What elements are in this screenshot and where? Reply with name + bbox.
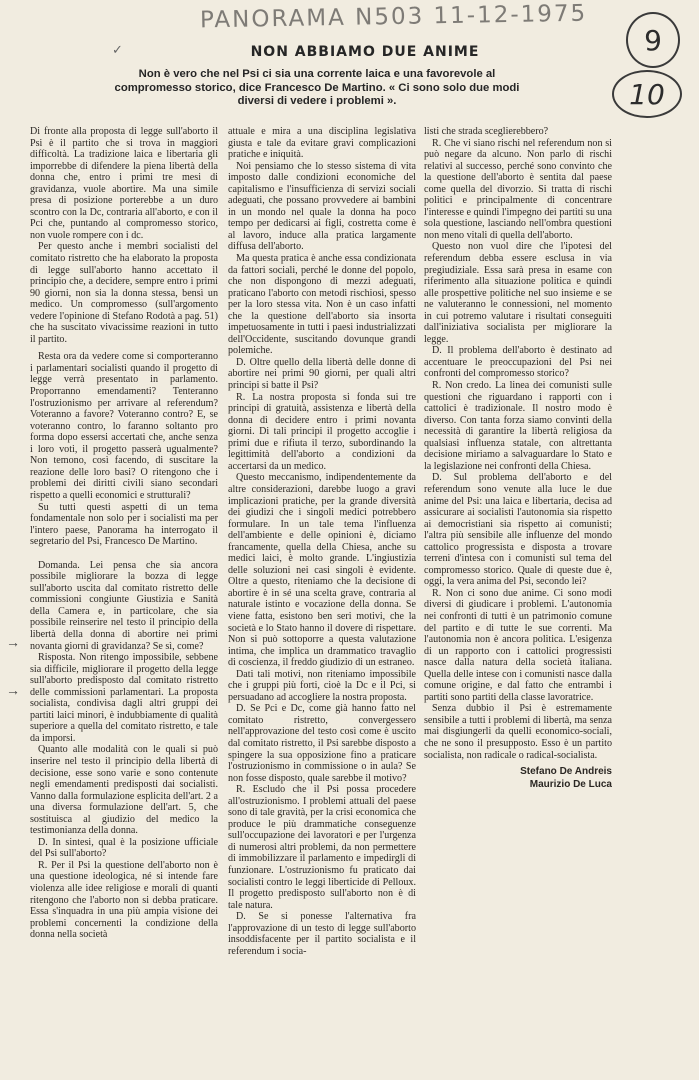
paragraph-question: D. In sintesi, qual è la posizione ufficiale del Psi sull'aborto? xyxy=(30,836,218,860)
paragraph: Su tutti questi aspetti di un tema fondamentale non solo per i socialisti ma per l'intero paese, Panorama ha interrogato il segretario del Psi, Francesco De Martino. xyxy=(30,501,218,548)
margin-arrow-icon: → xyxy=(6,684,20,699)
article-column-1 xyxy=(30,126,218,941)
paragraph-question: D. Se si ponesse l'alternativa fra l'approvazione di un testo di legge sull'aborto insoddisfacente per il partito socialista e il referendum i socia- xyxy=(228,911,416,957)
paragraph: attuale e mira a una disciplina legislativa giusta e tale da evitare gravi complicazioni pratiche e iniquità. xyxy=(228,126,416,161)
paragraph: Resta ora da vedere come si comporteranno i parlamentari socialisti quando il progetto di legge verrà presentato in parlamento. Proporranno emendamenti? Tenteranno l'ostruzionismo per arrivare al referendum? Voteranno a favore? Voteranno contro? E, se voteranno contro, lo faranno soltanto pro forma dopo essersi accertati che, anche senza i loro voti, il progetto passerà ugualmente? Non temono, così facendo, di suscitare la reazione delle loro basi? O ritengono che i problemi dei diritti civili siano secondari rispetto a quelli economici e strutturali? xyxy=(30,351,218,501)
paragraph-answer: R. Per il Psi la questione dell'aborto non è una questione ideologica, né si intende fare violenza alle idee religiose e morali di quanti ritengono che l'aborto non si debba praticare. Essa s'inquadra in una più ampia visione dei problemi concernenti la condizione della donna nella società xyxy=(30,859,218,941)
paragraph-answer: Risposta. Non ritengo impossibile, sebbene sia difficile, migliorare il progetto della legge sull'aborto predisposto dal comitato ristretto delle commissioni parlamentari. La proposta socialista, condivisa dagli altri gruppi dei partiti laici minori, è indubbiamente di qualità superiore a quella del comitato ristretto, e tale da imporsi. xyxy=(30,652,218,744)
paragraph-question: D. Se Pci e Dc, come già hanno fatto nel comitato ristretto, convergessero nell'approvazione del testo così come è uscito dal comitato ristretto, il Psi sarebbe disposto a spingere la sua opposizione fino a praticare l'ostruzionismo in commissione o in aula? Se non fosse disposto, quale sarebbe il motivo? xyxy=(228,703,416,784)
paragraph-answer: R. Non ci sono due anime. Ci sono modi diversi di giudicare i problemi. L'autonomia nei confronti di tutti è un patrimonio comune del partito e di tutte le sue correnti. Ma l'autonomia non è ancora politica. L'esigenza di un rapporto con i cattolici progressisti nasce dalla natura della società italiana. Quella delle intese con i comunisti nasce dalla comune origine, e dal fatto che entrambi i partiti sono partiti della classe lavoratrice. xyxy=(424,587,612,703)
paragraph-question: D. Oltre quello della libertà delle donne di abortire nei primi 90 giorni, per quali altri principi si batte il Psi? xyxy=(228,356,416,392)
paragraph: Dati tali motivi, non riteniamo impossibile che i gruppi più forti, cioè la Dc e il Pci, si persuadano ad accogliere la nostra proposta. xyxy=(228,668,416,703)
paragraph: Questo non vuol dire che l'ipotesi del referendum debba essere esclusa in via pregiudiziale. Essa sarà presa in esame con riferimento alla situazione politica e quindi alle prospettive politiche nel suo insieme e se ne valuteranno le connessioni, nel momento in cui potremo valutare i risultati conseguiti dall'iniziativa socialista per migliorare la legge. xyxy=(424,241,612,345)
paragraph: Di fronte alla proposta di legge sull'aborto il Psi è il partito che si trova in maggiori difficoltà. La tradizione laica e libertaria gli imporrebbe di difendere la piena libertà della donna che, entro i primi tre mesi di gravidanza, vuole abortire. Ma una simile presa di posizione porterebbe a un duro scontro con la Dc, contraria all'aborto, e con il Pci che, puntando al compromesso storico, non vuole rompere con i dc. xyxy=(30,126,218,241)
author-signature xyxy=(424,765,612,791)
author-name: Maurizio De Luca xyxy=(529,779,612,791)
paragraph: Senza dubbio il Psi è estremamente sensibile a tutti i problemi di libertà, ma senza mai disgiungerli da quelli economico-sociali, che ne sono il presupposto. Esso è un partito socialista, non radicale o radical-socialista. xyxy=(424,703,612,761)
pencil-mark-icon: ✓ xyxy=(112,42,123,57)
paragraph-answer: R. La nostra proposta si fonda sui tre principi di gratuità, assistenza e libertà della donna di decidere entro i primi novanta giorni. Di tali principi il progetto accoglie i primi due e rifiuta il terzo, subordinando la legittimità dell'aborto a condizioni da accertarsi da un medico. xyxy=(228,391,416,472)
article-column-3 xyxy=(424,126,612,791)
circled-page-number: 9 xyxy=(626,12,680,68)
paragraph: Quanto alle modalità con le quali si può inserire nel testo il principio della libertà di decisione, esse sono varie e sono contenute negli emendamenti predisposti dai socialisti. Vanno dalla formulazione esplicita dell'art. 2 a una diversa formulazione dell'art. 5, che sostituisca al giudizio del medico la testimonianza della donna. xyxy=(30,744,218,837)
article-subhead: Non è vero che nel Psi ci sia una corrente laica e una favorevole al compromesso storico, dice Francesco De Martino. « Ci sono solo due modi diversi di vedere i problemi ». xyxy=(114,68,520,107)
paragraph: Per questo anche i membri socialisti del comitato ristretto che ha elaborato la proposta di legge sull'aborto hanno accettato il principio che, a decidere, sempre entro i primi 90 giorni, non sia la donna stessa, bensì un medico. Un compromesso (sull'argomento vedere l'opinione di Stefano Rodotà a pag. 51) che ha suscitato vivacissime reazioni in tutto il partito. xyxy=(30,241,218,345)
handwritten-note: PANORAMA N503 11-12-1975 xyxy=(199,0,588,34)
paragraph: Ma questa pratica è anche essa condizionata da fattori sociali, perché le donne del popolo, che non dispongono di mezzi adeguati, praticano l'aborto con metodi rischiosi, spesso per la loro stessa vita. Non è un caso infatti che la questione dell'aborto sia insorta impetuosamente in tutti i paesi industrializzati dell'Occidente, suscitando dovunque grandi polemiche. xyxy=(228,253,416,357)
paragraph: listi che strada sceglierebbero? xyxy=(424,126,549,137)
paragraph-question: D. Il problema dell'aborto è destinato ad accentuare le preoccupazioni del Psi nei confronti del compromesso storico? xyxy=(424,345,612,380)
paragraph-answer: R. Escludo che il Psi possa procedere all'ostruzionismo. I problemi attuali del paese sono di tale gravità, per la crisi economica che produce le più drammatiche conseguenze sull'occupazione dei lavoratori e per l'urgenza di numerosi altri problemi, da non permettere di immobilizzare il parlamento e impedirgli di funzionare. L'ostruzionismo fu praticato dai socialisti contro le leggi liberticide di Pelloux. Il progetto predisposto sull'aborto non è di tale natura. xyxy=(228,784,416,911)
paragraph-answer: R. Che vi siano rischi nel referendum non si può negare da alcuno. Non parlo di rischi relativi al successo, perché sono convinto che la questione dell'aborto è sentita dal paese come quella del divorzio. Si tratta di rischi politici e principalmente di concentrare l'interesse e quindi l'impegno dei partiti su una sola questione, lasciando nell'ombra questioni non meno vitali di quella dell'aborto. xyxy=(424,137,612,241)
paragraph-answer: R. Non credo. La linea dei comunisti sulle questioni che riguardano i rapporti con i cattolici è tradizionale. Il nostro modo è diverso. Con tanta forza siamo convinti della necessità di garantire la libertà religiosa da qualsiasi influenza statale, con altrettanta decisione miriamo a salvaguardare lo Stato e la legislazione nei confronti della Chiesa. xyxy=(424,380,612,472)
paragraph-question: Domanda. Lei pensa che sia ancora possibile migliorare la bozza di legge sull'aborto uscita dal comitato ristretto delle commissioni congiunte Giustizia e Sanità della Camera e, in particolare, che sia possibile reinserire nel testo il principio della libertà della donna di abortire nei primi novanta giorni di gravidanza? Se sì, come? xyxy=(30,559,218,652)
circled-page-number-2: 10 xyxy=(612,70,682,118)
paragraph: Noi pensiamo che lo stesso sistema di vita imposto dalle condizioni economiche del capitalismo e l'insufficienza di servizi sociali adeguati, che possano provvedere ai bambini in un mondo nel quale la donna ha poco tempo per dedicarsi ai figli, costrettа come è al lavoro, induce alla pratica largamente diffusa dell'aborto. xyxy=(228,160,416,253)
paragraph-question: D. Sul problema dell'aborto e del referendum sono venute alla luce le due anime del Psi: una laica e libertaria, decisa ad assicurare ai socialisti l'autonomia sia rispetto ai democristiani sia rispetto ai comunisti; l'altra più sensibile alle influenze del mondo cattolico progressista e disposta a trovare terreni d'intesa con i comunisti sul tema del compromesso storico. Quale di queste due è, oggi, la vera anima del Psi, secondo lei? xyxy=(424,472,612,588)
margin-arrow-icon: → xyxy=(6,636,20,651)
article-column-2 xyxy=(228,126,416,957)
paragraph: Questo meccanismo, indipendentemente da altre considerazioni, darebbe luogo a gravi implicazioni pratiche, per la grande diversità dei giudizi che i singoli medici potrebbero formulare. In un tale tema l'influenza dell'ambiente e delle opinioni è, diciamo francamente, quella della Chiesa, anche su medici laici, è molto grande. L'ingiustizia delle soluzioni nei casi singoli è evidente. Oltre a questo, riteniamo che la decisione di abortire è in sé una scelta grave, contraria al naturale istinto e vocazione della donna. Se viene fatta, esistono ben seri motivi, che la società e lo Stato hanno il dovere di rispettare. Non si può sottoporre a questa valutazione intima, che implica un drammatico travaglio di coscienza, il freddo giudizio di un estraneo. xyxy=(228,472,416,669)
article-headline: NON ABBIAMO DUE ANIME xyxy=(250,44,480,60)
author-name: Stefano De Andreis xyxy=(520,766,612,778)
